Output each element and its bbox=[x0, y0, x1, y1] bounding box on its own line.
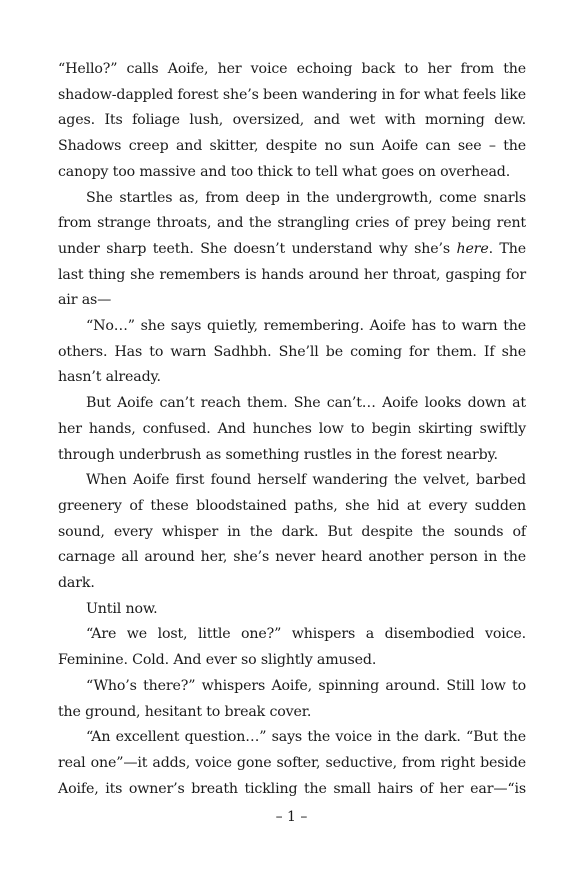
body-text bbox=[58, 57, 526, 802]
paragraph-4: But Aoife can’t reach them. She can’t… Aoife looks down at her hands, confused. And hunches low to begin skirting swiftly through underbrush as something rustles in the forest nearby. bbox=[58, 395, 526, 463]
paragraph-5: When Aoife first found herself wandering the velvet, barbed greenery of these bloodstained paths, she hid at every sudden sound, every whisper in the dark. But despite the sounds of carnage all around her, she’s never heard another person in the dark. bbox=[58, 472, 526, 592]
paragraph-9: “An excellent question…” says the voice in the dark. “But the real one”—it adds, voice gone softer, seductive, from right beside Aoife, its owner’s breath tickling the small hairs of her ear—“is bbox=[58, 729, 526, 797]
paragraph-3: “No…” she says quietly, remembering. Aoife has to warn the others. Has to warn Sadhbh. She’ll be coming for them. If she hasn’t already. bbox=[58, 318, 526, 386]
paragraph-2-after: . The last thing she remembers is hands around her throat, gasping for air as— bbox=[58, 240, 526, 309]
paragraph-6: Until now. bbox=[86, 600, 158, 617]
paragraph-7: “Are we lost, little one?” whispers a disembodied voice. Feminine. Cold. And ever so slightly amused. bbox=[58, 626, 526, 669]
page-number: – 1 – bbox=[275, 809, 308, 825]
paragraph-8: “Who’s there?” whispers Aoife, spinning around. Still low to the ground, hesitant to break cover. bbox=[58, 677, 526, 720]
paragraph-2-emphasis: here bbox=[456, 240, 489, 257]
paragraph-2-before: She startles as, from deep in the undergrowth, come snarls from strange throats, and the strangling cries of prey being rent under sharp teeth. She doesn’t understand why she’s bbox=[58, 189, 526, 257]
paragraph-1: “Hello?” calls Aoife, her voice echoing back to her from the shadow-dappled forest she’s been wandering in for what feels like ages. Its foliage lush, oversized, and wet with morning dew. Shadows creep and skitter, despite no sun Aoife can see – the canopy too massive and too thick to tell what goes on overhead. bbox=[58, 61, 526, 180]
paragraph-2 bbox=[58, 186, 526, 315]
